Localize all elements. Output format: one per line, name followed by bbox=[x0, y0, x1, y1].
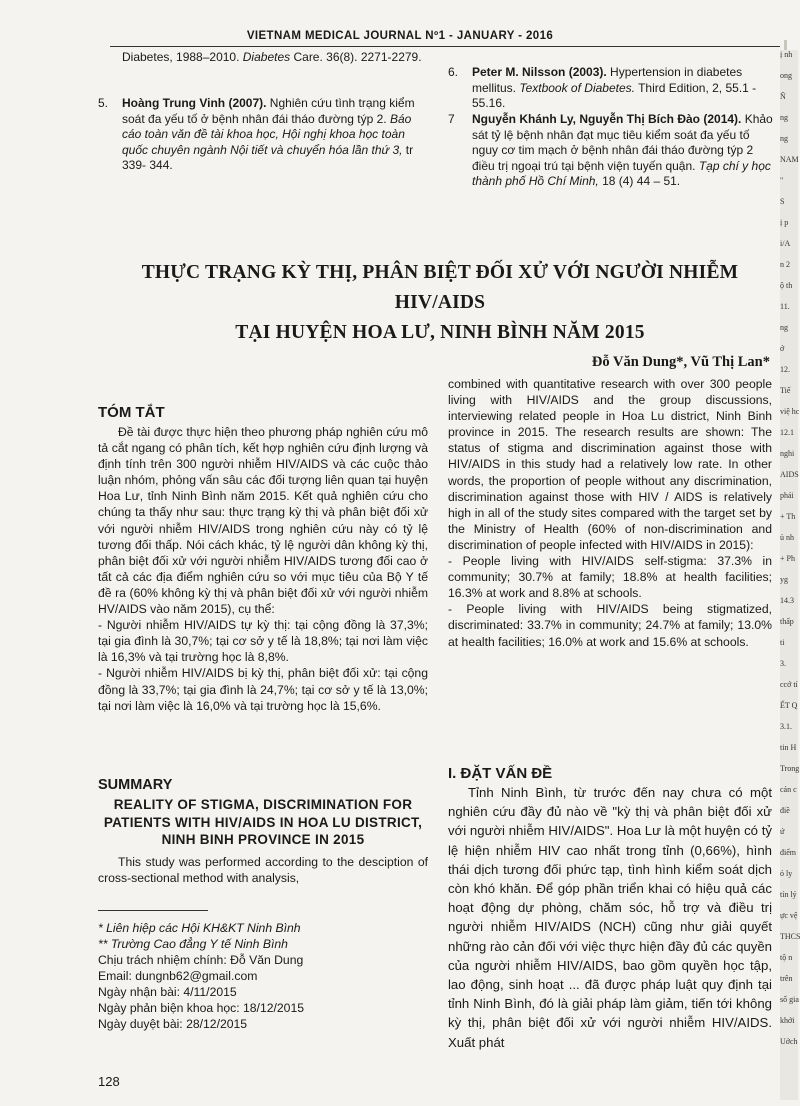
edge-fragment: điểm bbox=[780, 848, 796, 857]
tomtat-paragraph-2: - Người nhiễm HIV/AIDS tự kỳ thị: tại cộng đồng là 37,3%; tại gia đình là 30,7%; tại cơ sở y tế là 18,8%; tại nơi làm việc là 16,3% và tại trường học là 8,8%. bbox=[98, 618, 428, 665]
edge-fragment: tín lý bbox=[780, 890, 797, 899]
page-number: 128 bbox=[98, 1074, 120, 1089]
reference-6: 6. Peter M. Nilsson (2003). Hypertension in diabetes mellitus. Textbook of Diabetes. Third Edition, 2, 55.1 - 55.16. bbox=[448, 65, 757, 111]
edge-fragment: thấp bbox=[780, 617, 794, 626]
edge-fragment: 3.1. bbox=[780, 722, 792, 731]
edge-fragment: NAM bbox=[780, 155, 799, 164]
edge-fragment: yg bbox=[780, 575, 788, 584]
footnote-rule bbox=[98, 910, 208, 911]
journal-header: VIETNAM MEDICAL JOURNAL Nº1 - JANUARY - 2016 bbox=[246, 30, 554, 42]
edge-fragment: 14.3 bbox=[780, 596, 794, 605]
footnote-affiliation-2: ** Trường Cao đẳng Y tế Ninh Bình bbox=[98, 937, 288, 951]
article-title bbox=[120, 258, 760, 348]
edge-fragment: n 2 bbox=[780, 260, 790, 269]
footnotes bbox=[98, 920, 428, 1032]
summary-paragraph-1: combined with quantitative research with over 300 people living with HIV/AIDS and the group discussions, interviewing related people in Hoa Lu district, Ninh Binh province in 2015. The research results are shown: The status of stigma and discrimination against those with HIV/AIDS in this study had a relatively low rate. In other words, the proportion of people without any discrimination, discrimination against those with HIV / AIDS is relatively high in all of the study sites compared with the target set by the Ministry of Health (60% of non-discrimination and discrimination of people infected with HIV/AIDS in 2015): bbox=[448, 377, 772, 552]
edge-fragment: ở bbox=[780, 344, 785, 353]
edge-fragment: ti bbox=[780, 638, 785, 647]
edge-fragment: phải bbox=[780, 491, 794, 500]
summary-paragraph-2: - People living with HIV/AIDS self-stigma: 37.3% in community; 30.7% at family; 18.8% at health facilities; 16.3% at work and 8.8% at schools. bbox=[448, 554, 772, 601]
tomtat-heading: TÓM TẮT bbox=[98, 404, 165, 421]
date-received: Ngày nhận bài: 4/11/2015 bbox=[98, 985, 237, 999]
edge-fragment: + Th bbox=[780, 512, 796, 521]
edge-fragment: số gia bbox=[780, 995, 799, 1004]
section-heading-introduction: I. ĐẶT VẤN ĐỀ bbox=[448, 765, 553, 782]
edge-fragment: ộ th bbox=[780, 281, 793, 290]
edge-fragment: + Ph bbox=[780, 554, 795, 563]
edge-fragment: " bbox=[780, 176, 784, 185]
footnote-affiliation-1: * Liên hiệp các Hội KH&KT Ninh Bình bbox=[98, 921, 301, 935]
edge-fragment: ỏ ly bbox=[780, 869, 793, 878]
header-rule bbox=[110, 46, 780, 47]
edge-fragment: ng bbox=[780, 323, 788, 332]
edge-fragment: ủ nh bbox=[780, 533, 794, 542]
summary-paragraph-3: - People living with HIV/AIDS being stigmatized, discriminated: 33.7% in community; 24.7% at family; 13.0% at health facilities; 16.0% at work and 15.6% at schools. bbox=[448, 602, 772, 649]
edge-fragment: THCS bbox=[780, 932, 800, 941]
email: Email: dungnb62@gmail.com bbox=[98, 969, 258, 983]
article-title-line-2: TẠI HUYỆN HOA LƯ, NINH BÌNH NĂM 2015 bbox=[235, 322, 645, 343]
correspondence: Chịu trách nhiệm chính: Đỗ Văn Dung bbox=[98, 953, 304, 967]
edge-fragment: việ hc bbox=[780, 407, 800, 416]
edge-fragment: điề bbox=[780, 806, 790, 815]
edge-fragment: Ñ bbox=[780, 92, 786, 101]
edge-fragment: i/A bbox=[780, 239, 791, 248]
edge-fragment: cán c bbox=[780, 785, 797, 794]
date-reviewed: Ngày phản biện khoa học: 18/12/2015 bbox=[98, 1001, 304, 1015]
summary-continuation bbox=[448, 376, 772, 650]
summary-start: This study was performed according to the desciption of cross-sectional method with analysis, bbox=[98, 855, 428, 886]
edge-fragment: Trong bbox=[780, 764, 800, 773]
date-approved: Ngày duyệt bài: 28/12/2015 bbox=[98, 1017, 248, 1031]
edge-fragment: trên bbox=[780, 974, 793, 983]
edge-fragment: ị nh bbox=[780, 50, 793, 59]
tomtat-paragraph-1: Đề tài được thực hiện theo phương pháp nghiên cứu mô tả cắt ngang có phân tích, kết hợp nghiên cứu định lượng và định tính trên 300 người nhiễm HIV/AIDS và các cuộc thảo luận nhóm, phỏng vấn sâu các đối tượng liên quan tại huyện Hoa Lư, tỉnh Ninh Bình năm 2015. Kết quả nghiên cứu cho chúng ta thấy như sau: thực trạng kỳ thị và phân biệt đối xử với người nhiễm HIV/AIDS trong nghiên cứu này có tỷ lệ tương đối thấp. Nói cách khác, tỷ lệ người dân không kỳ thị, phân biệt đối xử với người nhiễm HIV/AIDS tương đối cao ở tất cả các địa điểm nghiên cứu so với mục tiêu của Bộ Y tế đề ra (60% không kỳ thị và phân biệt đối xử với người nhiễm HV/AIDS vào năm 2015), cụ thể: bbox=[98, 425, 428, 617]
edge-fragment: 3. bbox=[780, 659, 786, 668]
article-title-line-1: THỰC TRẠNG KỲ THỊ, PHÂN BIỆT ĐỐI XỬ VỚI NGƯỜI NHIỄM HIV/AIDS bbox=[141, 262, 739, 313]
edge-fragment: ong bbox=[780, 71, 792, 80]
edge-fragment: Uớch bbox=[780, 1037, 798, 1046]
edge-fragment: ng bbox=[780, 134, 788, 143]
edge-fragment: 12. bbox=[780, 365, 790, 374]
edge-fragment: S bbox=[780, 197, 785, 206]
edge-fragment: ực vệ bbox=[780, 911, 798, 920]
introduction-body bbox=[448, 783, 772, 1052]
edge-fragment: khởi bbox=[780, 1016, 795, 1025]
summary-heading: SUMMARY bbox=[98, 777, 173, 793]
reference-continuation: Diabetes, 1988–2010. Diabetes Care. 36(8). 2271-2279. bbox=[122, 50, 422, 64]
edge-fragment: ị p bbox=[780, 218, 789, 227]
edge-fragment: 11. bbox=[780, 302, 790, 311]
tomtat-body bbox=[98, 424, 428, 714]
article-authors: Đỗ Văn Dung*, Vũ Thị Lan* bbox=[591, 354, 770, 370]
edge-fragment: Tiế bbox=[780, 386, 791, 395]
edge-fragment: tộ n bbox=[780, 953, 793, 962]
edge-fragment: nghi bbox=[780, 449, 795, 458]
summary-title: REALITY OF STIGMA, DISCRIMINATION FOR PATIENTS WITH HIV/AIDS IN HOA LU DISTRICT, NINH BINH PROVINCE IN 2015 bbox=[103, 797, 423, 847]
edge-fragment: ứ bbox=[780, 827, 785, 836]
adjacent-page-edge bbox=[780, 50, 798, 1100]
edge-fragment: tin H bbox=[780, 743, 797, 752]
edge-fragment: 12.1 bbox=[780, 428, 794, 437]
tomtat-paragraph-3: - Người nhiễm HIV/AIDS bị kỳ thị, phân biệt đối xử: tại cộng đồng là 33,7%; tại gia đình là 24,7%; tại cơ sở y tế là 13,0%; tại nơi làm việc là 16,0% và tại trường học là 15,6%. bbox=[98, 666, 428, 713]
edge-fragment: ng bbox=[780, 113, 788, 122]
introduction-paragraph-1: Tỉnh Ninh Bình, từ trước đến nay chưa có một nghiên cứu đầy đủ nào về "kỳ thị và phân biệt đối xử với người nhiễm HIV/AIDS". Hoa Lư là một huyện có tỷ lệ hiện nhiễm HIV cao nhất trong tỉnh (0,66%), hình thái dịch tương đối phức tạp, tình hình kiểm soát dịch còn khó khăn. Để góp phần triển khai có hiệu quả các hoạt động dự phòng, chăm sóc, hỗ trợ và điều trị người nhiễm HIV/AIDS (NCH) cũng như giải quyết những rào cản đối với việc thực hiện đầy đủ các quyền của người nhiễm HIV/AIDS, bao gồm quyền học tập, lao động, sinh hoạt ... đã được pháp luật quy định tại tỉnh Ninh Bình, đó là giải pháp làm giảm, tiến tới không kỳ thị, phân biệt đối xử với người nhiễm HIV/AIDS. Xuất phát bbox=[448, 785, 772, 1050]
edge-fragment: ccớ tí bbox=[780, 680, 798, 689]
edge-fragment: ẾT Q bbox=[780, 701, 798, 710]
reference-7: 7 Nguyễn Khánh Ly, Nguyễn Thị Bích Đào (2014). Khảo sát tỷ lệ bệnh nhân đạt mục tiêu kiểm soát đa yếu tố nguy cơ tim mạch ở bệnh nhân đái tháo đường týp 2 điều trị ngoại trú tại bệnh viện tuyến quận. Tạp chí y học thành phố Hồ Chí Minh, 18 (4) 44 – 51. bbox=[448, 112, 773, 189]
edge-fragment: AIDS bbox=[780, 470, 799, 479]
reference-5: 5. Hoàng Trung Vinh (2007). Nghiên cứu tình trạng kiểm soát đa yếu tố ở bệnh nhân đái tháo đường týp 2. Báo cáo toàn văn đề tài khoa học, Hội nghị khoa học toàn quốc chuyên ngành Nội tiết và chuyển hóa lần thứ 3, tr 339- 344. bbox=[98, 96, 415, 173]
